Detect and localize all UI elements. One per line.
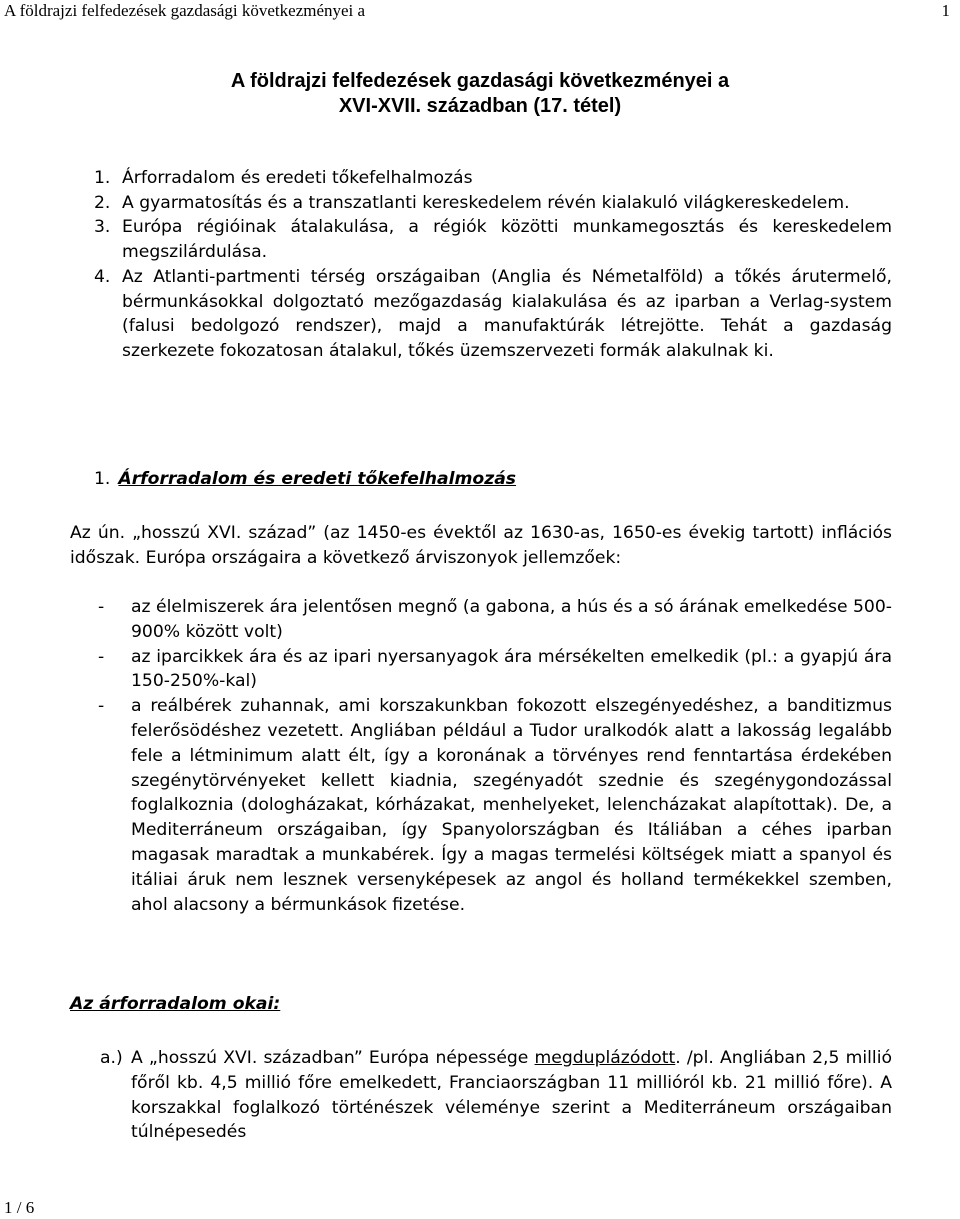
outline-number: 2.	[94, 192, 111, 213]
cause-text-underlined: megduplázódott	[534, 1048, 676, 1068]
header-page-number: 1	[941, 1, 950, 20]
cause-text-before: A „hosszú XVI. században” Európa népessége	[131, 1048, 535, 1068]
bullet-item	[98, 694, 892, 917]
document-title-line2: XVI-XVII. században (17. tétel)	[338, 95, 622, 117]
page-footer: 1 / 6	[4, 1198, 35, 1217]
bullet-text: az élelmiszerek ára jelentősen megnő (a gabona, a hús és a só árának emelkedése 500-900% között volt)	[131, 597, 892, 642]
outline-item	[94, 166, 892, 191]
header-title: A földrajzi felfedezések gazdasági következményei a	[4, 1, 366, 20]
bullet-text: az iparcikkek ára és az ipari nyersanyagok ára mérsékelten emelkedik (pl.: a gyapjú ára 150-250%-kal)	[131, 646, 892, 692]
cause-text	[131, 1046, 892, 1145]
outline-number: 1.	[94, 168, 111, 188]
outline-text: A gyarmatosítás és a transzatlanti kereskedelem révén kialakuló világkereskedelem.	[122, 192, 850, 213]
section-heading	[94, 469, 516, 489]
bullet-dash: -	[98, 646, 105, 667]
outline-item	[94, 215, 892, 264]
intro-paragraph: Az ún. „hosszú XVI. század” (az 1450-es évektől az 1630-as, 1650-es évekig tartott) inflációs időszak. Európa országaira a következő árviszonyok jellemzőek:	[70, 523, 892, 568]
outline-item	[94, 265, 892, 364]
cause-text-after: . /pl. Angliában 2,5 millió főről kb. 4,5 millió főre emelkedett, Franciaországban 11 millióról kb. 21 millió főre). A korszakkal foglalkozó történészek véleménye szerint a Mediterráneum országaiban túlnépesedés	[131, 1048, 892, 1143]
section-title: Árforradalom és eredeti tőkefelhalmozás	[118, 469, 517, 489]
outline-text: Európa régióinak átalakulása, a régiók közötti munkamegosztás és kereskedelem megszilárdulása.	[122, 217, 892, 263]
bullet-text: a reálbérek zuhannak, ami korszakunkban fokozott elszegényedéshez, a banditizmus felerősödéshez vezetett. Angliában például a Tudor uralkodók alatt a lakosság legalább fele a létminimum alatt élt, így a koronának a törvényes rend fenntartása érdekében szegénytörvényeket kellett kiadnia, szegényadót szednie és szegénygondozással foglalkoznia (dologházakat, kórházakat, menhelyeket, lelencházakat alapítottak). De, a Mediterráneum országaiban, így Spanyolországban és Itáliában a céhes iparban magasak maradtak a munkabérek. Így a magas termelési költségek miatt a spanyol és itáliai áruk nem lesznek versenyképesek az angol és holland termékekkel szemben, ahol alacsony a bérmunkások fizetése.	[131, 696, 892, 915]
bullet-dash: -	[98, 696, 105, 717]
outline-text: Árforradalom és eredeti tőkefelhalmozás	[122, 168, 473, 188]
price-bullets	[98, 595, 892, 917]
cause-label: a.)	[100, 1048, 123, 1068]
bullet-item	[98, 645, 892, 695]
outline-list	[94, 166, 892, 364]
bullet-item	[98, 595, 892, 645]
causes-heading: Az árforradalom okai:	[70, 994, 281, 1014]
cause-item	[100, 1046, 892, 1145]
outline-item	[94, 191, 892, 216]
page-header	[0, 0, 960, 24]
section-number: 1.	[94, 469, 111, 489]
outline-number: 4.	[94, 266, 111, 287]
outline-text: Az Atlanti-partmenti térség országaiban (Anglia és Németalföld) a tőkés árutermelő, bérmunkásokkal dolgoztató mezőgazdaság kialakulása és az iparban a Verlag-system (falusi bedolgozó rendszer), majd a manufaktúrák létrejötte. Tehát a gazdaság szerkezete fokozatosan átalakul, tőkés üzemszervezeti formák alakulnak ki.	[122, 266, 892, 361]
bullet-dash: -	[98, 597, 105, 617]
causes-list	[100, 1046, 892, 1145]
outline-number: 3.	[94, 217, 111, 238]
document-title-line1: A földrajzi felfedezések gazdasági következményei a	[230, 70, 730, 92]
